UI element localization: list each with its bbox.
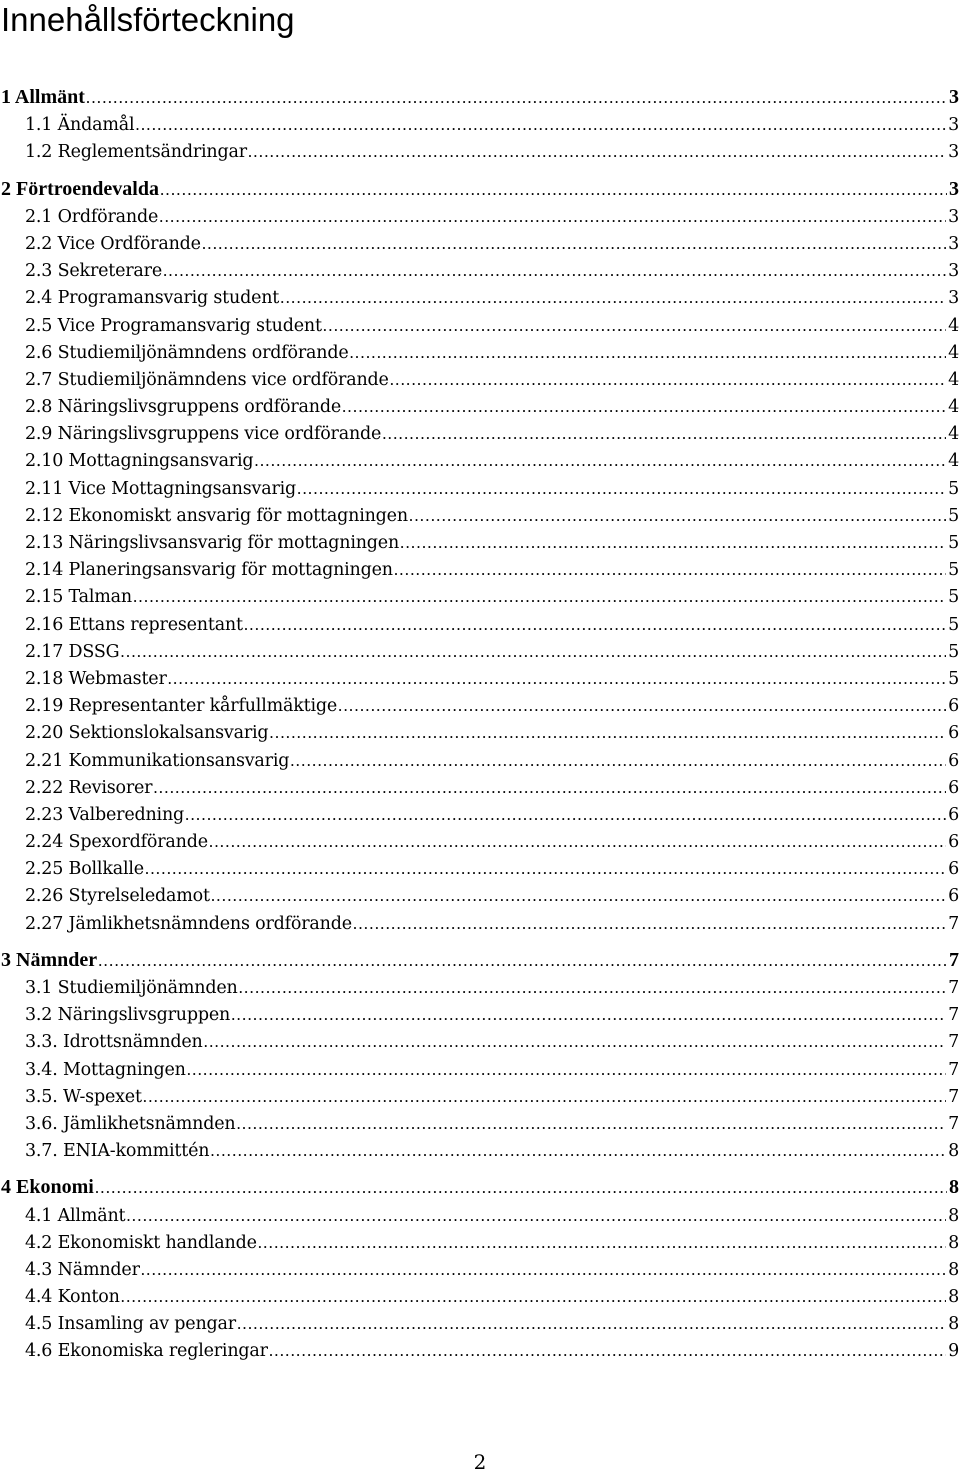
toc-entry-page: 7 [948, 1032, 959, 1053]
toc-section-entry[interactable] [0, 910, 959, 937]
toc-entry-label: 3.1 Studiemiljönämnden [25, 978, 238, 998]
toc-entry-label: 2.3 Sekreterare [25, 261, 162, 282]
toc-entry-label: 4.3 Nämnder [25, 1259, 140, 1280]
toc-dot-leader [209, 828, 946, 855]
toc-entry-label: 2.14 Planeringsansvarig för mottagningen [25, 560, 393, 581]
toc-dot-leader [297, 475, 946, 502]
toc-dot-leader [269, 1337, 946, 1364]
toc-section-entry[interactable] [0, 1083, 959, 1110]
toc-entry-page: 4 [948, 369, 959, 390]
toc-entry-page: 4 [948, 342, 959, 363]
toc-section-entry[interactable] [0, 312, 959, 339]
toc-entry-page: 8 [948, 1141, 959, 1162]
toc-entry-label: 4.2 Ekonomiskt handlande [25, 1232, 257, 1253]
toc-entry-label: 4.4 Konton [25, 1287, 120, 1308]
toc-entry-page: 8 [948, 1232, 959, 1253]
toc-entry-page: 3 [948, 233, 959, 254]
toc-entry-label: 2.19 Representanter kårfullmäktige [25, 696, 338, 717]
toc-dot-leader [244, 611, 946, 638]
toc-entry-page: 6 [948, 777, 959, 798]
toc-section-entry[interactable] [0, 1028, 959, 1055]
table-of-contents [0, 84, 960, 1365]
toc-section-entry[interactable] [0, 420, 959, 447]
toc-dot-leader [258, 1229, 946, 1256]
toc-entry-page: 3 [948, 261, 959, 282]
toc-entry-page: 8 [949, 1176, 959, 1199]
toc-dot-leader [254, 447, 946, 474]
toc-dot-leader [211, 882, 946, 909]
toc-dot-leader [353, 910, 946, 937]
toc-entry-label: 2.4 Programansvarig student [25, 288, 280, 309]
toc-section-entry[interactable] [0, 1137, 959, 1164]
toc-section-entry[interactable] [0, 801, 959, 828]
toc-chapter-entry[interactable] [0, 947, 959, 974]
toc-entry-page: 3 [949, 86, 959, 108]
toc-entry-page: 5 [948, 505, 959, 526]
toc-entry-label: 2.18 Webmaster [25, 668, 167, 689]
toc-entry-page: 3 [948, 206, 959, 227]
toc-dot-leader [338, 692, 946, 719]
toc-entry-page: 6 [948, 723, 959, 744]
toc-section-entry[interactable] [0, 475, 959, 502]
toc-section-entry[interactable] [0, 611, 959, 638]
toc-entry-label: 2.16 Ettans representant [25, 614, 243, 635]
toc-section-entry[interactable] [0, 1001, 959, 1028]
toc-entry-label: 2.20 Sektionslokalsansvarig [25, 723, 269, 744]
toc-chapter-entry[interactable] [0, 176, 959, 203]
toc-dot-leader [121, 1283, 946, 1310]
toc-section-entry[interactable] [0, 230, 959, 257]
toc-dot-leader [269, 719, 946, 746]
toc-entry-label: 4.5 Insamling av pengar [25, 1314, 236, 1335]
toc-dot-leader [126, 1202, 946, 1229]
toc-dot-leader [210, 1137, 946, 1164]
toc-entry-label: 1.2 Reglementsändringar [25, 142, 247, 163]
toc-entry-label: 4 Ekonomi [1, 1176, 94, 1199]
toc-dot-leader [159, 203, 946, 230]
toc-entry-page: 6 [948, 750, 959, 771]
toc-entry-page: 5 [948, 587, 959, 608]
toc-section-entry[interactable] [0, 502, 959, 529]
toc-dot-leader [95, 1174, 947, 1201]
toc-section-entry[interactable] [0, 692, 959, 719]
toc-entry-label: 2.11 Vice Mottagningsansvarig [25, 478, 297, 499]
toc-dot-leader [382, 420, 946, 447]
toc-chapter-entry[interactable] [0, 1174, 959, 1201]
page-title: Innehållsförteckning [1, 1, 295, 38]
toc-section-entry[interactable] [0, 747, 959, 774]
toc-entry-label: 4.1 Allmänt [25, 1205, 126, 1226]
toc-dot-leader [145, 855, 946, 882]
toc-entry-page: 7 [948, 1059, 959, 1080]
toc-entry-label: 2 Förtroendevalda [1, 177, 159, 200]
toc-entry-label: 2.17 DSSG [25, 641, 120, 662]
toc-dot-leader [280, 284, 946, 311]
toc-entry-page: 5 [948, 668, 959, 689]
toc-dot-leader [163, 257, 946, 284]
toc-dot-leader [236, 1110, 946, 1137]
toc-entry-label: 2.23 Valberedning [25, 804, 185, 825]
toc-section-entry[interactable] [0, 974, 959, 1001]
toc-entry-label: 2.5 Vice Programansvarig student [25, 315, 322, 336]
toc-entry-page: 9 [948, 1341, 959, 1362]
toc-section-entry[interactable] [0, 583, 959, 610]
toc-dot-leader [160, 176, 947, 203]
toc-entry-page: 7 [948, 1113, 959, 1134]
toc-dot-leader [394, 556, 946, 583]
toc-entry-page: 8 [948, 1314, 959, 1335]
toc-entry-page: 8 [948, 1205, 959, 1226]
toc-entry-page: 6 [948, 832, 959, 853]
toc-dot-leader [120, 638, 946, 665]
toc-section-entry[interactable] [0, 1310, 959, 1337]
toc-section-entry[interactable] [0, 284, 959, 311]
toc-entry-label: 2.15 Talman [25, 587, 132, 608]
toc-entry-label: 2.2 Vice Ordförande [25, 233, 201, 254]
toc-entry-label: 4.6 Ekonomiska regleringar [25, 1341, 268, 1362]
toc-entry-label: 3.6. Jämlikhetsnämnden [25, 1113, 236, 1134]
toc-entry-page: 3 [948, 288, 959, 309]
toc-dot-leader [342, 393, 946, 420]
toc-entry-label: 3.2 Näringslivsgruppen [25, 1005, 231, 1026]
toc-section-entry[interactable] [0, 882, 959, 909]
toc-entry-page: 4 [948, 397, 959, 418]
toc-entry-label: 2.13 Näringslivsansvarig för mottagningen [25, 533, 400, 553]
toc-dot-leader [98, 947, 947, 974]
toc-entry-label: 3.5. W-spexet [25, 1086, 142, 1107]
toc-entry-label: 3 Nämnder [1, 948, 98, 971]
toc-entry-page: 5 [948, 533, 959, 553]
toc-dot-leader [187, 1056, 946, 1083]
toc-section-entry[interactable] [0, 828, 959, 855]
toc-entry-label: 2.6 Studiemiljönämndens ordförande [25, 342, 349, 363]
toc-entry-label: 2.21 Kommunikationsansvarig [25, 750, 290, 771]
toc-dot-leader [400, 529, 946, 556]
toc-entry-label: 2.26 Styrelseledamot [25, 886, 210, 907]
toc-entry-label: 1 Allmänt [1, 86, 85, 108]
toc-dot-leader [86, 84, 947, 111]
toc-entry-label: 2.25 Bollkalle [25, 859, 144, 880]
toc-entry-label: 2.22 Revisorer [25, 777, 153, 798]
toc-dot-leader [323, 312, 946, 339]
toc-chapter-entry[interactable] [0, 84, 959, 111]
toc-section-entry[interactable] [0, 529, 959, 556]
toc-section-entry[interactable] [0, 447, 959, 474]
toc-entry-page: 8 [948, 1259, 959, 1280]
toc-entry-page: 5 [948, 478, 959, 499]
toc-section-entry[interactable] [0, 1337, 959, 1364]
toc-entry-page: 6 [948, 696, 959, 717]
toc-entry-label: 2.1 Ordförande [25, 206, 159, 227]
toc-section-entry[interactable] [0, 1229, 959, 1256]
toc-dot-leader [202, 230, 946, 257]
toc-entry-label: 2.9 Näringslivsgruppens vice ordförande [25, 424, 382, 445]
toc-section-entry[interactable] [0, 719, 959, 746]
toc-section-entry[interactable] [0, 339, 959, 366]
toc-section-entry[interactable] [0, 855, 959, 882]
toc-dot-leader [133, 583, 946, 610]
toc-entry-label: 2.12 Ekonomiskt ansvarig för mottagningen [25, 505, 408, 526]
toc-dot-leader [390, 366, 946, 393]
toc-entry-page: 5 [948, 614, 959, 635]
toc-entry-label: 3.3. Idrottsnämnden [25, 1032, 203, 1053]
toc-section-entry[interactable] [0, 665, 959, 692]
toc-dot-leader [135, 111, 946, 138]
toc-dot-leader [349, 339, 946, 366]
toc-section-entry[interactable] [0, 111, 959, 138]
toc-dot-leader [204, 1028, 946, 1055]
toc-entry-page: 4 [948, 315, 959, 336]
toc-entry-page: 6 [948, 859, 959, 880]
toc-entry-page: 3 [948, 115, 959, 136]
toc-dot-leader [237, 1310, 946, 1337]
toc-section-entry[interactable] [0, 1283, 959, 1310]
toc-entry-label: 3.4. Mottagningen [25, 1059, 186, 1080]
toc-dot-leader [409, 502, 946, 529]
toc-entry-label: 2.8 Näringslivsgruppens ordförande [25, 397, 341, 418]
toc-entry-label: 3.7. ENIA-kommittén [25, 1141, 210, 1162]
toc-entry-page: 8 [948, 1287, 959, 1308]
toc-dot-leader [143, 1083, 946, 1110]
toc-dot-leader [290, 747, 946, 774]
toc-dot-leader [248, 138, 946, 165]
toc-section-entry[interactable] [0, 638, 959, 665]
toc-entry-page: 7 [948, 978, 959, 998]
toc-dot-leader [141, 1256, 946, 1283]
toc-section-entry[interactable] [0, 393, 959, 420]
toc-entry-label: 2.24 Spexordförande [25, 832, 208, 853]
toc-section-entry[interactable] [0, 774, 959, 801]
page-number: 2 [473, 1450, 487, 1474]
toc-dot-leader [239, 974, 946, 1001]
toc-entry-page: 5 [948, 560, 959, 581]
toc-dot-leader [185, 801, 946, 828]
toc-section-entry[interactable] [0, 1056, 959, 1083]
toc-dot-leader [153, 774, 946, 801]
toc-section-entry[interactable] [0, 138, 959, 165]
toc-entry-page: 7 [948, 1086, 959, 1107]
toc-entry-label: 1.1 Ändamål [25, 115, 135, 136]
toc-entry-page: 3 [949, 177, 959, 200]
toc-section-entry[interactable] [0, 203, 959, 230]
toc-section-entry[interactable] [0, 257, 959, 284]
toc-section-entry[interactable] [0, 1202, 959, 1229]
toc-entry-page: 3 [948, 142, 959, 163]
toc-entry-page: 7 [948, 913, 959, 934]
toc-entry-label: 2.7 Studiemiljönämndens vice ordförande [25, 369, 389, 390]
toc-entry-page: 4 [948, 451, 959, 472]
toc-entry-page: 7 [949, 948, 959, 971]
toc-entry-page: 4 [948, 424, 959, 445]
toc-entry-label: 2.10 Mottagningsansvarig [25, 451, 254, 472]
toc-entry-page: 5 [948, 641, 959, 662]
toc-entry-page: 6 [948, 804, 959, 825]
toc-section-entry[interactable] [0, 556, 959, 583]
toc-section-entry[interactable] [0, 1110, 959, 1137]
toc-dot-leader [168, 665, 946, 692]
toc-entry-page: 6 [948, 886, 959, 907]
toc-dot-leader [231, 1001, 946, 1028]
toc-section-entry[interactable] [0, 1256, 959, 1283]
toc-entry-label: 2.27 Jämlikhetsnämndens ordförande [25, 913, 352, 934]
toc-section-entry[interactable] [0, 366, 959, 393]
toc-entry-page: 7 [948, 1005, 959, 1026]
